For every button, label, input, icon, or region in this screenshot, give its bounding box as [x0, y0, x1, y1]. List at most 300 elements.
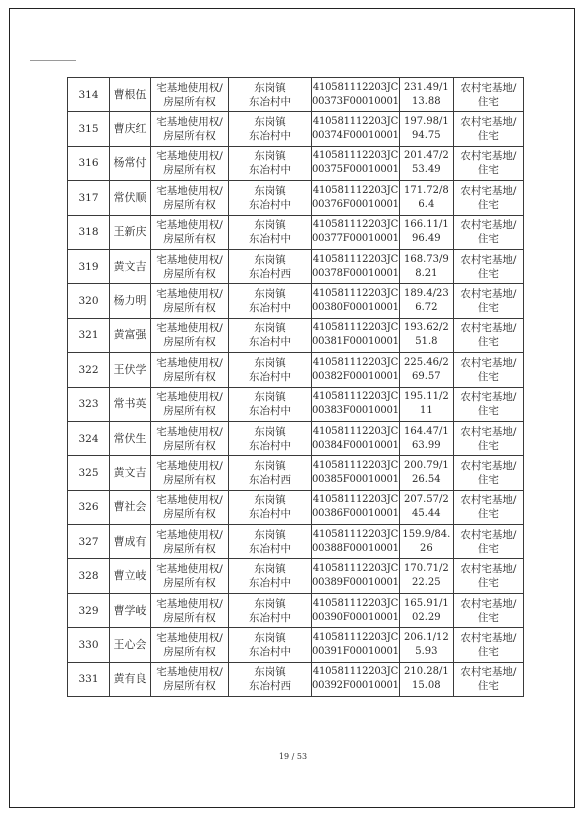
right-type-line: 房屋所有权: [163, 473, 216, 486]
land-use-cell: [453, 181, 523, 215]
table-row: [68, 559, 524, 593]
table-row: [68, 181, 524, 215]
area-line: 8.21: [415, 267, 438, 279]
land-use-cell: [453, 318, 523, 352]
land-use-cell: [453, 112, 523, 146]
location-line: 东冶村中: [249, 611, 291, 624]
right-type-line: 宅基地使用权/: [156, 597, 223, 610]
right-type-line: 宅基地使用权/: [156, 322, 223, 335]
land-use-line: 农村宅基地/: [460, 288, 517, 301]
location-line: 东冶村中: [249, 405, 291, 418]
right-type-line: 房屋所有权: [163, 611, 216, 624]
row-number-cell: 319: [68, 249, 110, 283]
row-number-cell: 317: [68, 181, 110, 215]
table-body: [68, 78, 524, 697]
unit-code-line: 00380F00010001: [312, 302, 399, 314]
right-type-line: 宅基地使用权/: [156, 563, 223, 576]
unit-code-cell: [312, 112, 400, 146]
area-line: 207.57/2: [403, 494, 449, 506]
location-cell: [229, 525, 312, 559]
right-type-line: 宅基地使用权/: [156, 391, 223, 404]
table-row: [68, 490, 524, 524]
location-line: 东冶村中: [249, 130, 291, 143]
location-cell: [229, 456, 312, 490]
area-cell: [399, 662, 453, 696]
location-cell: [229, 112, 312, 146]
land-use-line: 住宅: [477, 439, 499, 452]
unit-code-line: 410581112203JC: [312, 459, 399, 471]
land-use-cell: [453, 421, 523, 455]
area-line: 69.57: [412, 370, 441, 382]
table-row: [68, 593, 524, 627]
location-cell: [229, 181, 312, 215]
right-type-line: 房屋所有权: [163, 405, 216, 418]
owner-name-cell: 王伏学: [110, 353, 151, 387]
land-use-line: 农村宅基地/: [460, 563, 517, 576]
unit-code-cell: [312, 559, 400, 593]
unit-code-cell: [312, 146, 400, 180]
table-row: [68, 421, 524, 455]
right-type-line: 宅基地使用权/: [156, 150, 223, 163]
area-line: 210.28/1: [403, 666, 449, 678]
location-line: 东冶村中: [249, 302, 291, 315]
location-line: 东冶村中: [249, 542, 291, 555]
unit-code-cell: [312, 628, 400, 662]
right-type-line: 宅基地使用权/: [156, 219, 223, 232]
table-row: [68, 456, 524, 490]
land-use-line: 农村宅基地/: [460, 184, 517, 197]
land-use-line: 农村宅基地/: [460, 391, 517, 404]
area-cell: [399, 628, 453, 662]
right-type-line: 宅基地使用权/: [156, 528, 223, 541]
location-cell: [229, 387, 312, 421]
area-cell: [399, 249, 453, 283]
right-type-cell: [151, 662, 229, 696]
area-cell: [399, 490, 453, 524]
owner-name-cell: 曹根伍: [110, 78, 151, 112]
area-line: 02.29: [412, 611, 441, 623]
owner-name-cell: 黄有良: [110, 662, 151, 696]
land-use-line: 住宅: [477, 130, 499, 143]
land-use-cell: [453, 456, 523, 490]
owner-name-cell: 曹立岐: [110, 559, 151, 593]
land-use-line: 住宅: [477, 405, 499, 418]
unit-code-line: 410581112203JC: [312, 253, 399, 265]
right-type-line: 宅基地使用权/: [156, 253, 223, 266]
right-type-cell: [151, 525, 229, 559]
location-line: 东冶村中: [249, 198, 291, 211]
land-use-line: 农村宅基地/: [460, 425, 517, 438]
table-row: [68, 318, 524, 352]
land-use-line: 住宅: [477, 267, 499, 280]
table-row: [68, 353, 524, 387]
right-type-cell: [151, 284, 229, 318]
location-cell: [229, 215, 312, 249]
area-line: 166.11/1: [403, 219, 449, 231]
land-use-cell: [453, 490, 523, 524]
location-line: 东岗镇: [254, 150, 286, 163]
unit-code-line: 410581112203JC: [312, 425, 399, 437]
land-use-line: 农村宅基地/: [460, 81, 517, 94]
area-cell: [399, 421, 453, 455]
right-type-cell: [151, 181, 229, 215]
location-cell: [229, 284, 312, 318]
location-line: 东冶村中: [249, 233, 291, 246]
unit-code-line: 410581112203JC: [312, 494, 399, 506]
table-row: [68, 146, 524, 180]
right-type-line: 房屋所有权: [163, 336, 216, 349]
registration-table: [67, 77, 524, 697]
unit-code-line: 00378F00010001: [312, 267, 399, 279]
row-number-cell: 328: [68, 559, 110, 593]
land-use-cell: [453, 662, 523, 696]
land-use-line: 住宅: [477, 370, 499, 383]
owner-name-cell: 黄富强: [110, 318, 151, 352]
right-type-line: 房屋所有权: [163, 302, 216, 315]
area-line: 195.11/2: [403, 391, 449, 403]
unit-code-line: 00381F00010001: [312, 336, 399, 348]
location-cell: [229, 146, 312, 180]
right-type-line: 宅基地使用权/: [156, 356, 223, 369]
area-cell: [399, 387, 453, 421]
unit-code-line: 410581112203JC: [312, 322, 399, 334]
location-line: 东冶村中: [249, 577, 291, 590]
land-use-line: 住宅: [477, 508, 499, 521]
row-number-cell: 314: [68, 78, 110, 112]
right-type-line: 宅基地使用权/: [156, 288, 223, 301]
unit-code-cell: [312, 421, 400, 455]
land-use-line: 农村宅基地/: [460, 322, 517, 335]
table-row: [68, 112, 524, 146]
location-line: 东冶村中: [249, 645, 291, 658]
unit-code-cell: [312, 215, 400, 249]
right-type-line: 宅基地使用权/: [156, 631, 223, 644]
location-line: 东冶村中: [249, 439, 291, 452]
area-line: 6.4: [418, 198, 435, 210]
location-line: 东岗镇: [254, 666, 286, 679]
area-line: 164.47/1: [403, 425, 449, 437]
row-number-cell: 322: [68, 353, 110, 387]
right-type-cell: [151, 353, 229, 387]
land-use-line: 住宅: [477, 95, 499, 108]
row-number-cell: 315: [68, 112, 110, 146]
owner-name-cell: 曹成有: [110, 525, 151, 559]
area-cell: [399, 215, 453, 249]
unit-code-cell: [312, 181, 400, 215]
unit-code-line: 410581112203JC: [312, 597, 399, 609]
location-line: 东冶村中: [249, 370, 291, 383]
owner-name-cell: 曹学岐: [110, 593, 151, 627]
location-line: 东岗镇: [254, 425, 286, 438]
row-number-cell: 330: [68, 628, 110, 662]
area-cell: [399, 318, 453, 352]
land-use-line: 农村宅基地/: [460, 631, 517, 644]
right-type-cell: [151, 318, 229, 352]
row-number-cell: 321: [68, 318, 110, 352]
scan-mark: [30, 60, 76, 61]
right-type-cell: [151, 249, 229, 283]
area-line: 13.88: [412, 95, 441, 107]
unit-code-cell: [312, 284, 400, 318]
area-cell: [399, 559, 453, 593]
area-cell: [399, 146, 453, 180]
land-use-cell: [453, 525, 523, 559]
area-line: 206.1/12: [403, 631, 449, 643]
location-line: 东岗镇: [254, 288, 286, 301]
right-type-line: 宅基地使用权/: [156, 116, 223, 129]
land-use-line: 农村宅基地/: [460, 597, 517, 610]
location-line: 东岗镇: [254, 597, 286, 610]
owner-name-cell: 曹社会: [110, 490, 151, 524]
row-number-cell: 325: [68, 456, 110, 490]
right-type-line: 房屋所有权: [163, 680, 216, 693]
land-use-line: 农村宅基地/: [460, 253, 517, 266]
location-line: 东冶村西: [249, 473, 291, 486]
area-cell: [399, 284, 453, 318]
unit-code-line: 00373F00010001: [312, 95, 399, 107]
row-number-cell: 326: [68, 490, 110, 524]
right-type-line: 房屋所有权: [163, 95, 216, 108]
unit-code-line: 00391F00010001: [312, 645, 399, 657]
row-number-cell: 327: [68, 525, 110, 559]
unit-code-line: 410581112203JC: [312, 528, 399, 540]
unit-code-line: 00390F00010001: [312, 611, 399, 623]
land-use-cell: [453, 284, 523, 318]
unit-code-line: 410581112203JC: [312, 81, 399, 93]
unit-code-cell: [312, 318, 400, 352]
right-type-line: 房屋所有权: [163, 233, 216, 246]
owner-name-cell: 常伏顺: [110, 181, 151, 215]
owner-name-cell: 曹庆红: [110, 112, 151, 146]
land-use-cell: [453, 593, 523, 627]
right-type-line: 房屋所有权: [163, 267, 216, 280]
right-type-line: 房屋所有权: [163, 542, 216, 555]
owner-name-cell: 黄文吉: [110, 249, 151, 283]
location-line: 东冶村中: [249, 95, 291, 108]
area-line: 63.99: [412, 439, 441, 451]
location-cell: [229, 559, 312, 593]
location-cell: [229, 318, 312, 352]
area-line: 197.98/1: [403, 116, 449, 128]
right-type-line: 房屋所有权: [163, 577, 216, 590]
right-type-cell: [151, 387, 229, 421]
location-line: 东岗镇: [254, 563, 286, 576]
owner-name-cell: 王新庆: [110, 215, 151, 249]
unit-code-cell: [312, 525, 400, 559]
right-type-line: 房屋所有权: [163, 164, 216, 177]
right-type-line: 房屋所有权: [163, 198, 216, 211]
area-cell: [399, 353, 453, 387]
land-use-line: 农村宅基地/: [460, 150, 517, 163]
unit-code-line: 00374F00010001: [312, 130, 399, 142]
right-type-line: 宅基地使用权/: [156, 494, 223, 507]
unit-code-line: 00384F00010001: [312, 439, 399, 451]
owner-name-cell: 常伏生: [110, 421, 151, 455]
area-line: 165.91/1: [403, 597, 449, 609]
area-line: 200.79/1: [403, 459, 449, 471]
area-cell: [399, 112, 453, 146]
right-type-line: 房屋所有权: [163, 645, 216, 658]
land-use-cell: [453, 215, 523, 249]
page-number: 19 / 53: [278, 752, 308, 761]
table-row: [68, 78, 524, 112]
area-cell: [399, 456, 453, 490]
land-use-cell: [453, 628, 523, 662]
location-cell: [229, 78, 312, 112]
unit-code-cell: [312, 78, 400, 112]
right-type-line: 宅基地使用权/: [156, 459, 223, 472]
location-line: 东岗镇: [254, 528, 286, 541]
unit-code-line: 410581112203JC: [312, 666, 399, 678]
unit-code-line: 00388F00010001: [312, 542, 399, 554]
location-line: 东冶村西: [249, 267, 291, 280]
area-line: 159.9/84.: [402, 528, 451, 540]
location-line: 东岗镇: [254, 184, 286, 197]
right-type-cell: [151, 628, 229, 662]
unit-code-line: 410581112203JC: [312, 356, 399, 368]
right-type-line: 房屋所有权: [163, 130, 216, 143]
land-use-line: 农村宅基地/: [460, 219, 517, 232]
right-type-line: 宅基地使用权/: [156, 666, 223, 679]
unit-code-cell: [312, 353, 400, 387]
location-line: 东岗镇: [254, 356, 286, 369]
land-use-cell: [453, 249, 523, 283]
row-number-cell: 323: [68, 387, 110, 421]
unit-code-line: 00389F00010001: [312, 577, 399, 589]
unit-code-line: 00385F00010001: [312, 473, 399, 485]
area-line: 22.25: [412, 577, 441, 589]
location-cell: [229, 593, 312, 627]
owner-name-cell: 杨常付: [110, 146, 151, 180]
land-use-cell: [453, 387, 523, 421]
unit-code-cell: [312, 456, 400, 490]
area-line: 225.46/2: [403, 356, 449, 368]
location-line: 东岗镇: [254, 494, 286, 507]
land-use-line: 住宅: [477, 680, 499, 693]
area-line: 201.47/2: [403, 150, 449, 162]
unit-code-line: 00376F00010001: [312, 198, 399, 210]
location-line: 东岗镇: [254, 391, 286, 404]
land-use-line: 住宅: [477, 577, 499, 590]
land-use-cell: [453, 146, 523, 180]
unit-code-line: 410581112203JC: [312, 391, 399, 403]
location-cell: [229, 249, 312, 283]
land-use-line: 农村宅基地/: [460, 356, 517, 369]
right-type-cell: [151, 112, 229, 146]
table-row: [68, 387, 524, 421]
unit-code-line: 00383F00010001: [312, 405, 399, 417]
location-cell: [229, 628, 312, 662]
area-cell: [399, 525, 453, 559]
right-type-line: 宅基地使用权/: [156, 81, 223, 94]
row-number-cell: 316: [68, 146, 110, 180]
unit-code-line: 410581112203JC: [312, 563, 399, 575]
land-use-cell: [453, 559, 523, 593]
location-cell: [229, 490, 312, 524]
land-use-line: 住宅: [477, 336, 499, 349]
area-line: 26.54: [412, 473, 441, 485]
area-cell: [399, 181, 453, 215]
right-type-line: 宅基地使用权/: [156, 184, 223, 197]
right-type-cell: [151, 215, 229, 249]
row-number-cell: 324: [68, 421, 110, 455]
right-type-cell: [151, 146, 229, 180]
location-cell: [229, 353, 312, 387]
right-type-cell: [151, 490, 229, 524]
table-row: [68, 628, 524, 662]
location-line: 东冶村中: [249, 508, 291, 521]
land-use-line: 住宅: [477, 164, 499, 177]
area-cell: [399, 593, 453, 627]
location-line: 东岗镇: [254, 116, 286, 129]
area-line: 94.75: [412, 130, 441, 142]
location-line: 东冶村中: [249, 164, 291, 177]
unit-code-line: 00375F00010001: [312, 164, 399, 176]
land-use-line: 住宅: [477, 198, 499, 211]
row-number-cell: 318: [68, 215, 110, 249]
table-row: [68, 249, 524, 283]
land-use-cell: [453, 78, 523, 112]
area-line: 231.49/1: [403, 81, 449, 93]
area-line: 170.71/2: [403, 563, 449, 575]
location-cell: [229, 662, 312, 696]
unit-code-cell: [312, 662, 400, 696]
area-line: 189.4/23: [403, 288, 449, 300]
owner-name-cell: 杨力明: [110, 284, 151, 318]
location-line: 东岗镇: [254, 322, 286, 335]
unit-code-line: 00377F00010001: [312, 233, 399, 245]
row-number-cell: 331: [68, 662, 110, 696]
area-line: 6.72: [415, 302, 438, 314]
right-type-cell: [151, 456, 229, 490]
right-type-line: 房屋所有权: [163, 370, 216, 383]
land-use-line: 农村宅基地/: [460, 116, 517, 129]
row-number-cell: 320: [68, 284, 110, 318]
unit-code-cell: [312, 490, 400, 524]
area-line: 168.73/9: [403, 253, 449, 265]
land-use-line: 农村宅基地/: [460, 528, 517, 541]
location-line: 东岗镇: [254, 219, 286, 232]
unit-code-line: 410581112203JC: [312, 288, 399, 300]
land-use-line: 农村宅基地/: [460, 459, 517, 472]
unit-code-line: 410581112203JC: [312, 150, 399, 162]
land-use-line: 住宅: [477, 645, 499, 658]
location-line: 东岗镇: [254, 631, 286, 644]
location-cell: [229, 421, 312, 455]
unit-code-line: 410581112203JC: [312, 184, 399, 196]
area-line: 11: [419, 405, 433, 417]
unit-code-cell: [312, 387, 400, 421]
land-use-line: 农村宅基地/: [460, 666, 517, 679]
right-type-line: 宅基地使用权/: [156, 425, 223, 438]
location-line: 东岗镇: [254, 253, 286, 266]
right-type-line: 房屋所有权: [163, 439, 216, 452]
area-line: 96.49: [412, 233, 441, 245]
area-line: 26: [419, 542, 433, 554]
table-row: [68, 215, 524, 249]
unit-code-line: 00386F00010001: [312, 508, 399, 520]
right-type-cell: [151, 421, 229, 455]
table-row: [68, 284, 524, 318]
area-line: 171.72/8: [403, 184, 449, 196]
area-line: 53.49: [412, 164, 441, 176]
right-type-cell: [151, 559, 229, 593]
land-use-cell: [453, 353, 523, 387]
right-type-line: 房屋所有权: [163, 508, 216, 521]
unit-code-cell: [312, 249, 400, 283]
land-use-line: 住宅: [477, 542, 499, 555]
location-line: 东冶村中: [249, 336, 291, 349]
